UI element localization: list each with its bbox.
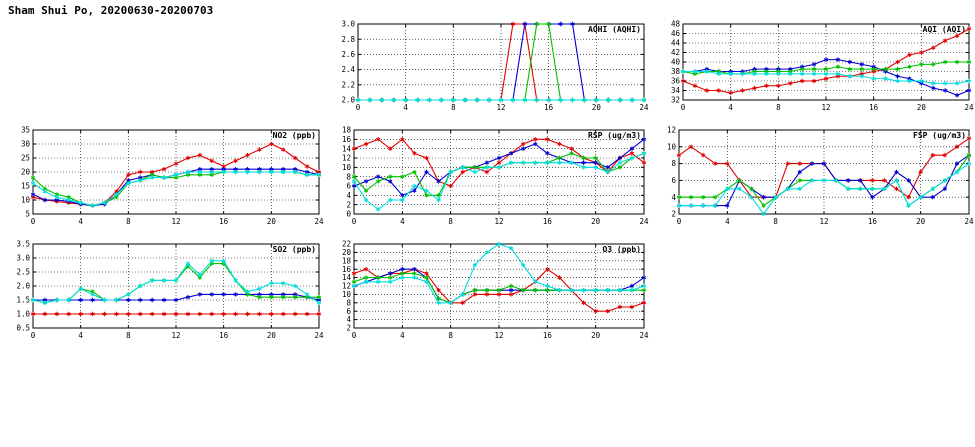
chart-no2 [5,120,325,228]
svg-text:0: 0 [351,331,357,340]
plot-title-aqi: AQI (AQI) [922,25,966,34]
svg-text:0: 0 [680,103,686,112]
plot-svg-no2 [5,120,325,228]
svg-text:2.5: 2.5 [16,267,30,277]
svg-text:18: 18 [341,125,351,135]
plot-title-no2: NO2 (ppb) [272,131,316,140]
chart-so2 [5,234,325,342]
svg-text:14: 14 [341,273,351,283]
svg-text:4: 4 [78,331,83,340]
svg-text:3.0: 3.0 [341,19,355,29]
svg-text:20: 20 [916,103,926,112]
plot-svg-fsp [655,120,975,228]
svg-text:35: 35 [20,125,30,135]
svg-text:46: 46 [670,29,680,39]
svg-text:0.5: 0.5 [16,323,30,333]
svg-text:16: 16 [219,217,229,226]
svg-text:16: 16 [542,217,552,226]
svg-text:20: 20 [591,331,601,340]
svg-text:8: 8 [448,331,453,340]
plot-title-so2: SO2 (ppb) [272,245,316,254]
plot-svg-so2 [5,234,325,342]
svg-text:20: 20 [591,217,601,226]
svg-text:2: 2 [346,323,351,333]
svg-text:0: 0 [30,331,36,340]
svg-text:8: 8 [451,103,456,112]
svg-text:3.0: 3.0 [16,253,30,263]
chart-rsp [330,120,650,228]
svg-text:4: 4 [671,192,676,202]
svg-text:12: 12 [494,331,504,340]
plot-svg-o3 [330,234,650,342]
svg-text:24: 24 [639,103,649,112]
svg-text:30: 30 [20,139,30,149]
svg-text:42: 42 [670,48,680,58]
svg-text:24: 24 [314,331,324,340]
svg-text:48: 48 [670,19,680,29]
svg-text:1.0: 1.0 [16,309,30,319]
svg-text:8: 8 [776,103,781,112]
plot-title-aqhi: AQHI (AQHI) [588,25,641,34]
svg-text:4: 4 [346,315,351,325]
page-title: Sham Shui Po, 20200630-20200703 [8,4,214,17]
svg-text:20: 20 [591,103,601,112]
svg-text:4: 4 [400,331,405,340]
svg-text:25: 25 [20,153,30,163]
svg-text:0: 0 [351,217,357,226]
svg-text:2.6: 2.6 [341,50,355,59]
svg-text:16: 16 [544,103,554,112]
svg-text:8: 8 [671,159,676,169]
svg-text:24: 24 [639,217,649,226]
svg-text:12: 12 [171,331,181,340]
chart-aqi [655,14,975,114]
svg-text:16: 16 [867,217,877,226]
svg-text:8: 8 [773,217,778,226]
svg-text:4: 4 [400,217,405,226]
svg-text:10: 10 [666,142,676,152]
chart-aqhi [330,14,650,114]
svg-text:12: 12 [821,103,831,112]
svg-text:10: 10 [341,162,351,172]
svg-text:12: 12 [496,103,506,112]
svg-text:24: 24 [964,217,974,226]
svg-text:20: 20 [341,248,351,257]
svg-text:34: 34 [670,86,680,96]
svg-text:2.0: 2.0 [16,281,30,291]
svg-text:6: 6 [346,306,351,316]
plot-title-rsp: RSP (ug/m3) [588,131,641,140]
svg-text:24: 24 [964,103,974,112]
svg-text:20: 20 [266,217,276,226]
chart-fsp [655,120,975,228]
svg-text:20: 20 [266,331,276,340]
svg-text:32: 32 [670,95,680,105]
svg-text:10: 10 [341,290,351,299]
plot-svg-aqhi [330,14,650,114]
svg-text:16: 16 [869,103,879,112]
svg-text:6: 6 [346,181,351,191]
svg-text:1.5: 1.5 [16,295,30,305]
svg-text:4: 4 [728,103,733,112]
svg-text:12: 12 [341,281,351,291]
svg-text:12: 12 [171,217,181,226]
svg-text:8: 8 [346,298,351,308]
svg-text:8: 8 [126,217,131,226]
svg-text:8: 8 [448,217,453,226]
plot-svg-aqi [655,14,975,114]
svg-text:12: 12 [666,125,676,135]
svg-text:2.8: 2.8 [341,34,355,44]
svg-text:2: 2 [346,200,351,210]
svg-text:4: 4 [78,217,83,226]
svg-text:18: 18 [341,256,351,266]
svg-text:8: 8 [346,172,351,182]
svg-text:12: 12 [494,217,504,226]
svg-text:2.0: 2.0 [341,95,355,105]
svg-text:14: 14 [341,144,351,154]
svg-text:12: 12 [341,153,351,163]
svg-text:4: 4 [725,217,730,226]
plot-title-o3: O3 (ppb) [602,245,641,254]
svg-text:16: 16 [542,331,552,340]
svg-text:20: 20 [916,217,926,226]
svg-text:44: 44 [670,38,680,48]
svg-text:20: 20 [20,167,30,177]
svg-text:8: 8 [126,331,131,340]
svg-text:0: 0 [355,103,361,112]
svg-text:24: 24 [639,331,649,340]
svg-text:2: 2 [671,209,676,219]
svg-text:4: 4 [403,103,408,112]
svg-text:38: 38 [670,67,680,77]
svg-text:36: 36 [670,76,680,86]
svg-text:12: 12 [819,217,829,226]
svg-text:10: 10 [20,195,30,205]
svg-text:24: 24 [314,217,324,226]
chart-o3 [330,234,650,342]
svg-text:40: 40 [670,57,680,67]
svg-text:2.2: 2.2 [341,80,355,90]
plot-svg-rsp [330,120,650,228]
svg-text:0: 0 [30,217,36,226]
svg-text:5: 5 [25,209,30,219]
svg-text:3.5: 3.5 [16,239,30,249]
svg-text:2.4: 2.4 [341,65,355,75]
plot-title-fsp: FSP (ug/m3) [913,131,966,140]
svg-text:6: 6 [671,176,676,185]
svg-text:16: 16 [219,331,229,340]
svg-text:0: 0 [676,217,682,226]
svg-text:4: 4 [346,190,351,200]
svg-text:0: 0 [346,209,351,219]
svg-text:16: 16 [341,264,351,274]
svg-text:15: 15 [20,181,30,191]
svg-text:22: 22 [341,239,351,249]
svg-text:16: 16 [341,134,351,144]
